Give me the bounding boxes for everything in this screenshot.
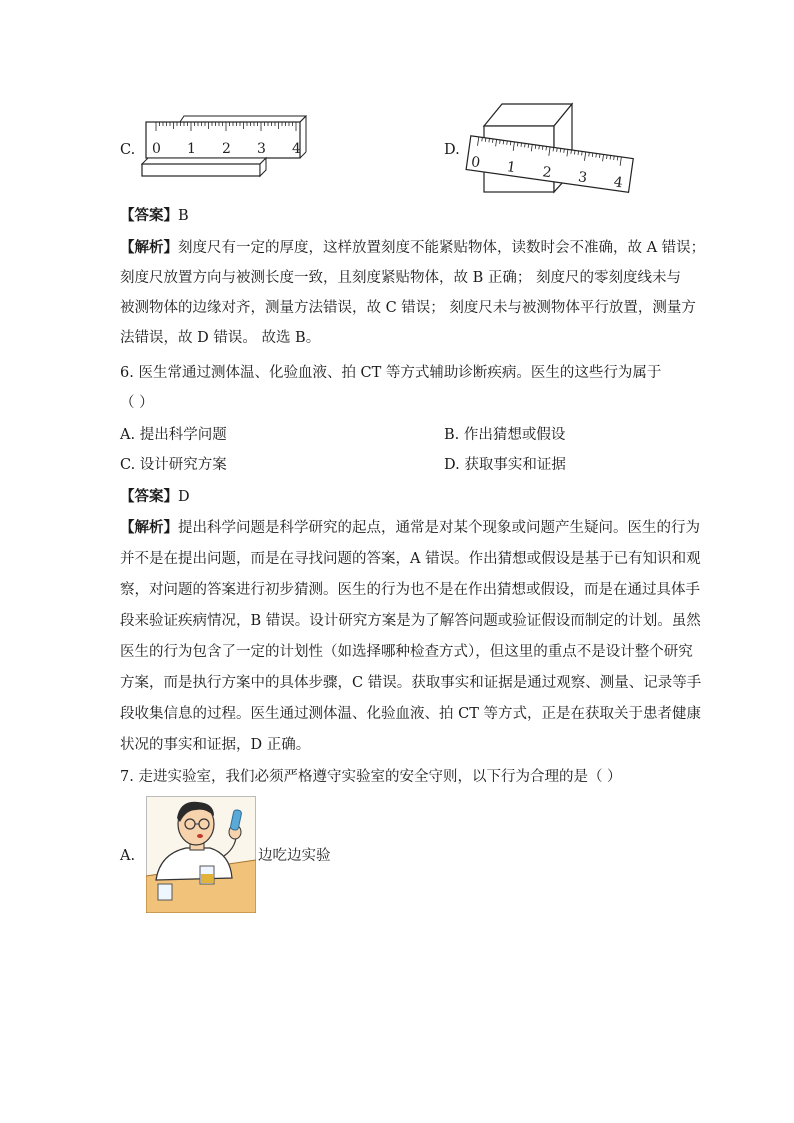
- ruler-tick: [546, 146, 547, 150]
- q5-answer-tag: 【答案】: [120, 207, 178, 224]
- ruler-tick: [574, 150, 575, 154]
- q6-option-c: C. 设计研究方案: [120, 457, 227, 473]
- ruler-tick: [535, 145, 536, 149]
- ruler-tick: [557, 148, 558, 152]
- ruler-d-label-0: 0: [470, 154, 482, 172]
- ruler-tick: [596, 153, 597, 157]
- ruler-d-label-2: 2: [541, 164, 553, 182]
- q6-stem-line-2: （ ）: [120, 395, 154, 411]
- q5-analysis-line-1: 【解析】刻度尺有一定的厚度，这样放置刻度不能紧贴物体，读数时会不准确，故 A 错误；: [120, 239, 706, 256]
- ruler-tick: [507, 141, 508, 145]
- ruler-tick: [517, 142, 518, 146]
- q6-analysis-line-6: 方案，而是执行方案中的具体步骤，C 错误。获取事实和证据是通过观察、测量、记录等手: [120, 675, 702, 691]
- ruler-c-label-4: 4: [292, 141, 301, 157]
- q5-analysis-line-2: 刻度尺放置方向与被测长度一致，且刻度紧贴物体，故 B 正确； 刻度尺的零刻度线未与: [120, 270, 681, 286]
- q7-stem: 7. 走进实验室，我们必须严格遵守实验室的安全守则，以下行为合理的是（ ）: [120, 769, 622, 785]
- ruler-tick: [592, 153, 593, 157]
- ruler-d-label-1: 1: [505, 159, 517, 177]
- ruler-tick: [525, 143, 526, 147]
- q6-analysis-line-3: 察，对问题的答案进行初步猜测。医生的行为也不是在作出猜想或假设，而是在通过具体手: [120, 582, 700, 598]
- ruler-tick: [539, 145, 540, 149]
- ruler-d-label-4: 4: [612, 174, 624, 192]
- ruler-c-label-2: 2: [222, 141, 231, 157]
- eating-while-experimenting-illustration: [146, 796, 256, 913]
- q5-answer: [120, 206, 189, 226]
- ruler-tick: [528, 144, 529, 148]
- q6-option-a: A. 提出科学问题: [120, 427, 227, 443]
- ruler-tick: [610, 155, 611, 159]
- q6-answer-value: D: [178, 489, 190, 505]
- q5-analysis-tag: 【解析】: [120, 239, 178, 256]
- q6-analysis-line-1: 【解析】提出科学问题是科学研究的起点，通常是对某个现象或问题产生疑问。医生的行为: [120, 519, 700, 536]
- ruler-tick: [542, 146, 543, 150]
- q7-option-a-caption: 边吃边实验: [258, 848, 331, 864]
- option-c-letter: C.: [120, 142, 136, 158]
- ruler-tick: [521, 143, 522, 147]
- q6-stem-line-1: 6. 医生常通过测体温、化验血液、拍 CT 等方式辅助诊断疾病。医生的这些行为属于: [120, 365, 662, 381]
- q6-analysis-line-2: 并不是在提出问题，而是在寻找问题的答案，A 错误。作出猜想或假设是基于已有知识和观: [120, 551, 701, 567]
- ruler-tick: [492, 139, 493, 143]
- ruler-figure-d: [462, 96, 642, 196]
- ruler-c-label-3: 3: [257, 141, 266, 157]
- q6-analysis-line-8: 状况的事实和证据，D 正确。: [120, 737, 311, 753]
- q7-option-a-letter: A.: [120, 848, 136, 864]
- ruler-tick: [571, 150, 572, 154]
- ruler-c-label-1: 1: [187, 141, 196, 157]
- q5-analysis-line-3: 被测物体的边缘对齐，测量方法错误，故 C 错误； 刻度尺未与被测物体平行放置，测量方: [120, 300, 696, 316]
- ruler-tick: [500, 140, 501, 144]
- q6-analysis-line-7: 段收集信息的过程。医生通过测体温、化验血液、拍 CT 等方式，正是在获取关于患者健康: [120, 706, 701, 722]
- q6-analysis-tag: 【解析】: [120, 519, 178, 536]
- q6-answer-tag: 【答案】: [120, 488, 178, 505]
- ruler-tick: [589, 152, 590, 156]
- ruler-tick: [553, 147, 554, 151]
- ruler-tick: [578, 151, 579, 155]
- q6-answer: [120, 487, 190, 507]
- q6-option-b: B. 作出猜想或假设: [444, 427, 566, 443]
- ruler-tick: [582, 151, 583, 155]
- ruler-tick: [482, 137, 483, 141]
- ruler-tick: [485, 138, 486, 142]
- ruler-c-label-0: 0: [152, 141, 161, 157]
- option-d-letter: D.: [444, 142, 460, 158]
- ruler-tick: [614, 156, 615, 160]
- q5-analysis-line-4: 法错误，故 D 错误。 故选 B。: [120, 330, 321, 346]
- q6-analysis-line-5: 医生的行为包含了一定的计划性（如选择哪种检查方式），但这里的重点不是设计整个研究: [120, 644, 693, 660]
- ruler-tick: [503, 140, 504, 144]
- q6-analysis-line-4: 段来验证疾病情况，B 错误。设计研究方案是为了解答问题或验证假设而制定的计划。虽然: [120, 613, 701, 629]
- ruler-tick: [607, 155, 608, 159]
- q6-option-d: D. 获取事实和证据: [444, 457, 566, 473]
- ruler-figure-c: [140, 112, 312, 182]
- ruler-tick: [617, 156, 618, 160]
- ruler-tick: [560, 148, 561, 152]
- ruler-tick: [564, 149, 565, 153]
- q5-answer-value: B: [178, 208, 189, 224]
- ruler-tick: [510, 141, 511, 145]
- ruler-tick: [489, 138, 490, 142]
- ruler-d-label-3: 3: [577, 169, 589, 187]
- ruler-tick: [599, 154, 600, 158]
